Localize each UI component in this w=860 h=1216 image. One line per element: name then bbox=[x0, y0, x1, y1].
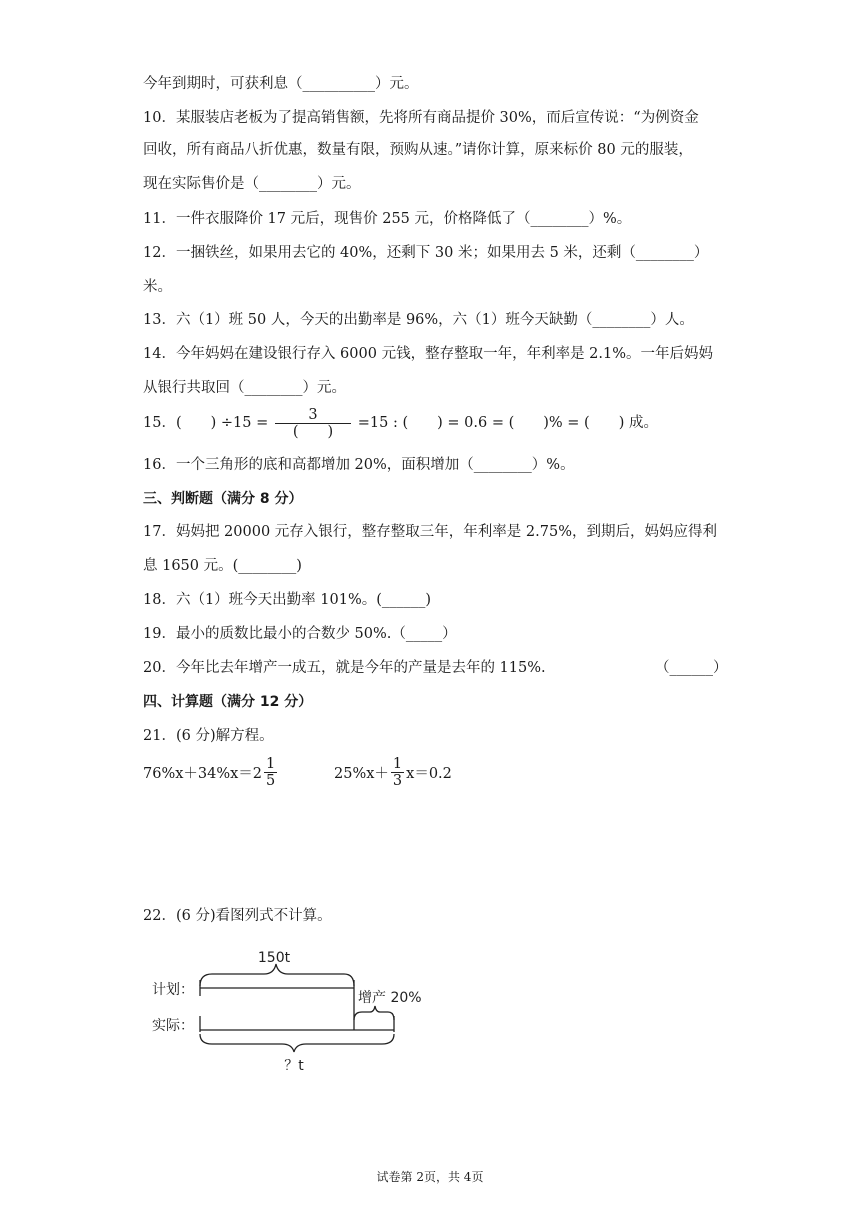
question-22: 22．(6 分)看图列式不计算。 bbox=[143, 908, 332, 924]
question-17: 17．妈妈把 20000 元存入银行，整存整取三年，年利率是 2.75%，到期后，妈妈应得利 bbox=[143, 524, 717, 540]
plan-label: 计划： bbox=[152, 982, 194, 998]
text-line: 米。 bbox=[143, 279, 172, 295]
bottom-brace-label: ？t bbox=[284, 1058, 304, 1074]
text-line: 回收，所有商品八折优惠，数量有限，预购从速。”请你计算，原来标价 80 元的服装， bbox=[143, 142, 693, 158]
text-line: 今年到期时，可获利息（__________）元。 bbox=[143, 76, 419, 92]
q15-fraction-denominator: ( ) bbox=[292, 423, 334, 440]
text-line: 从银行共取回（________）元。 bbox=[143, 380, 346, 396]
equation-2-numerator: 1 bbox=[392, 756, 403, 772]
question-14: 14．今年妈妈在建设银行存入 6000 元钱，整存整取一年，年利率是 2.1%。一年后妈妈 bbox=[143, 346, 714, 362]
question-20: 20．今年比去年增产一成五，就是今年的产量是去年的 115%. bbox=[143, 660, 546, 676]
top-brace bbox=[200, 964, 354, 986]
q15-fraction bbox=[275, 407, 351, 440]
question-12: 12．一捆铁丝，如果用去它的 40%，还剩下 30 米；如果用去 5 米，还剩（________） bbox=[143, 245, 709, 261]
answer-blank: （______） bbox=[655, 660, 728, 676]
top-brace-label: 150t bbox=[257, 950, 291, 966]
question-15 bbox=[143, 406, 658, 440]
question-19: 19．最小的质数比最小的合数少 50%.（_____） bbox=[143, 626, 457, 642]
equation-2-fraction bbox=[391, 756, 404, 789]
section-heading-judgement: 三、判断题（满分 8 分） bbox=[143, 491, 303, 507]
q15-fraction-numerator: 3 bbox=[275, 407, 351, 424]
equation-1-fraction bbox=[264, 756, 277, 789]
equation-1-left: 76%x＋34%x＝2 bbox=[143, 766, 263, 782]
question-13: 13．六（1）班 50 人，今天的出勤率是 96%，六（1）班今天缺勤（________）人。 bbox=[143, 312, 694, 328]
equation-2-left: 25%x＋ bbox=[334, 766, 389, 782]
question-18: 18．六（1）班今天出勤率 101%。(______) bbox=[143, 592, 432, 608]
bottom-brace bbox=[200, 1034, 394, 1052]
equation-2-right: x＝0.2 bbox=[406, 766, 452, 782]
page-footer: 试卷第 2页，共 4页 bbox=[376, 1170, 484, 1184]
q15-prefix: 15．( ) ÷15 = bbox=[143, 415, 269, 431]
equation-1 bbox=[143, 756, 279, 789]
equation-2 bbox=[334, 756, 452, 789]
question-16: 16．一个三角形的底和高都增加 20%，面积增加（________）%。 bbox=[143, 457, 575, 473]
increase-label: 增产 20% bbox=[358, 990, 422, 1006]
equation-1-numerator: 1 bbox=[266, 756, 276, 772]
text-line: 现在实际售价是（________）元。 bbox=[143, 176, 361, 192]
equation-2-denominator: 3 bbox=[392, 773, 403, 789]
bar-diagram bbox=[148, 940, 448, 1080]
section-heading-calculation: 四、计算题（满分 12 分） bbox=[143, 694, 313, 710]
q15-suffix: =15 : ( ) = 0.6 = ( )% = ( ) 成。 bbox=[357, 415, 658, 431]
question-21: 21．(6 分)解方程。 bbox=[143, 728, 274, 744]
text-line: 息 1650 元。(________) bbox=[143, 558, 302, 574]
actual-label: 实际： bbox=[152, 1018, 194, 1034]
increase-brace bbox=[354, 1006, 394, 1020]
question-10: 10．某服装店老板为了提高销售额，先将所有商品提价 30%，而后宣传说：“为例资金 bbox=[143, 110, 699, 126]
equation-1-denominator: 5 bbox=[266, 773, 276, 789]
question-11: 11．一件衣服降价 17 元后，现售价 255 元，价格降低了（________）%。 bbox=[143, 211, 632, 227]
